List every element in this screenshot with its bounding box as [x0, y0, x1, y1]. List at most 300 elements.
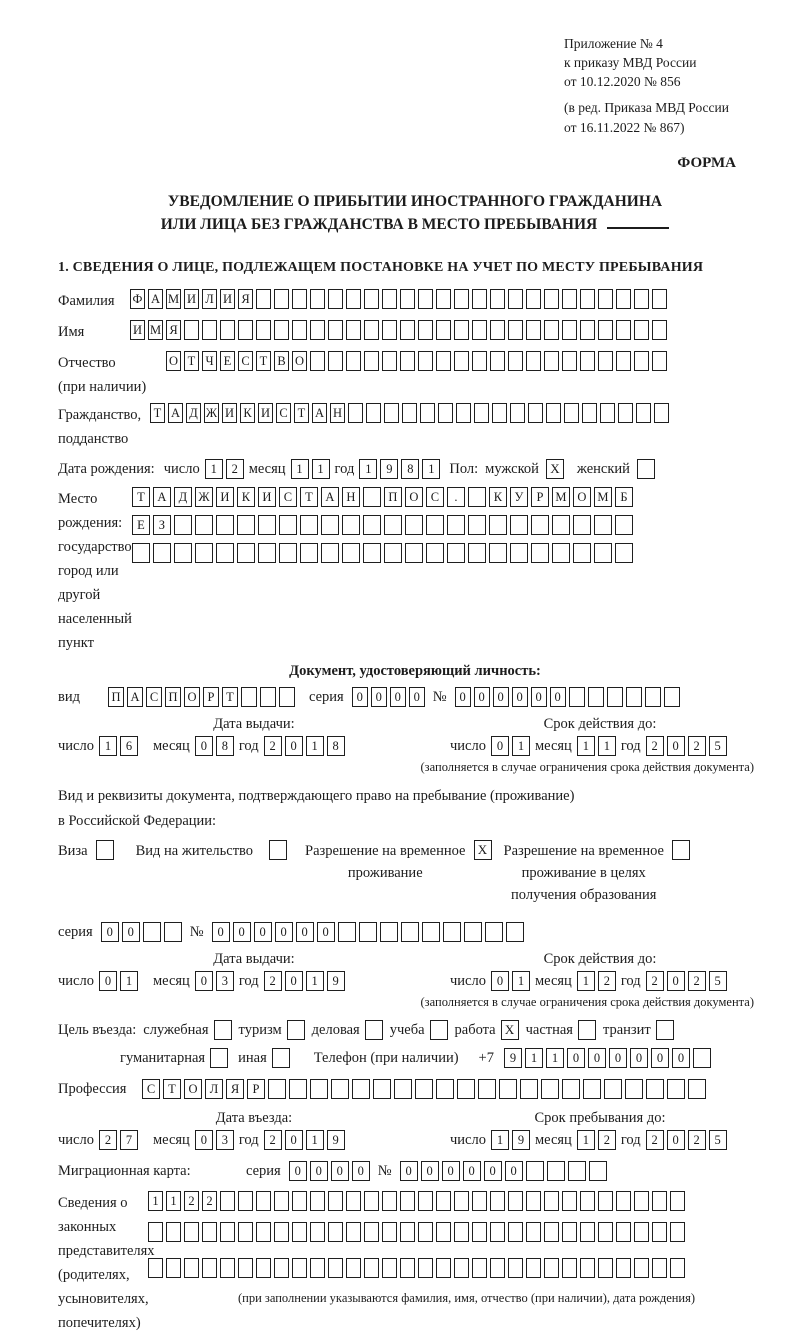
char-cell[interactable] — [331, 1079, 349, 1099]
char-cell[interactable]: М — [552, 487, 570, 507]
char-cell[interactable]: Ч — [202, 351, 217, 371]
char-cell[interactable] — [499, 1079, 517, 1099]
char-cell[interactable]: 1 — [491, 1130, 509, 1150]
char-cell[interactable]: М — [148, 320, 163, 340]
char-cell[interactable] — [485, 922, 503, 942]
char-cell[interactable]: 0 — [505, 1161, 523, 1181]
char-cell[interactable] — [454, 289, 469, 309]
char-cell[interactable] — [384, 403, 399, 423]
char-cell[interactable] — [526, 289, 541, 309]
permit-issue-year-cells[interactable] — [264, 971, 345, 991]
transit-checkbox[interactable] — [656, 1020, 674, 1040]
char-cell[interactable]: Ж — [204, 403, 219, 423]
doc-issue-year-cells[interactable] — [264, 736, 345, 756]
char-cell[interactable] — [454, 351, 469, 371]
char-cell[interactable] — [562, 1258, 577, 1278]
char-cell[interactable] — [292, 289, 307, 309]
char-cell[interactable] — [237, 515, 255, 535]
char-cell[interactable]: Т — [256, 351, 271, 371]
char-cell[interactable]: 2 — [226, 459, 244, 479]
char-cell[interactable]: 0 — [491, 736, 509, 756]
char-cell[interactable] — [670, 1258, 685, 1278]
char-cell[interactable]: 2 — [688, 736, 706, 756]
givenname-cells[interactable] — [130, 320, 667, 340]
citizenship-cells[interactable] — [150, 403, 669, 423]
char-cell[interactable]: О — [166, 351, 181, 371]
char-cell[interactable] — [346, 1258, 361, 1278]
char-cell[interactable]: С — [238, 351, 253, 371]
char-cell[interactable]: М — [166, 289, 181, 309]
char-cell[interactable] — [506, 922, 524, 942]
birthplace-row1-cells[interactable] — [132, 487, 633, 507]
char-cell[interactable]: 2 — [99, 1130, 117, 1150]
char-cell[interactable] — [310, 320, 325, 340]
char-cell[interactable] — [454, 1191, 469, 1211]
doc-seriya-cells[interactable] — [352, 687, 425, 707]
char-cell[interactable] — [526, 320, 541, 340]
doc-type-cells[interactable] — [108, 687, 295, 707]
char-cell[interactable]: 0 — [409, 687, 425, 707]
char-cell[interactable] — [348, 403, 363, 423]
char-cell[interactable] — [274, 320, 289, 340]
char-cell[interactable]: 0 — [667, 1130, 685, 1150]
char-cell[interactable] — [346, 351, 361, 371]
birthplace-row2-cells[interactable] — [132, 515, 633, 535]
char-cell[interactable]: 1 — [577, 736, 595, 756]
char-cell[interactable]: 5 — [709, 971, 727, 991]
char-cell[interactable] — [346, 1191, 361, 1211]
char-cell[interactable] — [342, 515, 360, 535]
char-cell[interactable]: Ж — [195, 487, 213, 507]
char-cell[interactable]: Т — [222, 687, 238, 707]
char-cell[interactable]: А — [127, 687, 143, 707]
char-cell[interactable] — [195, 543, 213, 563]
char-cell[interactable] — [279, 543, 297, 563]
char-cell[interactable] — [520, 1079, 538, 1099]
char-cell[interactable] — [541, 1079, 559, 1099]
char-cell[interactable] — [670, 1191, 685, 1211]
char-cell[interactable]: А — [168, 403, 183, 423]
permit-number-cells[interactable] — [212, 922, 524, 942]
char-cell[interactable]: П — [165, 687, 181, 707]
char-cell[interactable] — [364, 289, 379, 309]
char-cell[interactable] — [607, 687, 623, 707]
char-cell[interactable] — [526, 1191, 541, 1211]
permit-issue-month-cells[interactable] — [195, 971, 234, 991]
char-cell[interactable]: К — [240, 403, 255, 423]
char-cell[interactable]: 0 — [233, 922, 251, 942]
char-cell[interactable] — [279, 515, 297, 535]
char-cell[interactable]: 2 — [688, 971, 706, 991]
char-cell[interactable]: 3 — [216, 971, 234, 991]
char-cell[interactable] — [625, 1079, 643, 1099]
char-cell[interactable] — [436, 1222, 451, 1242]
char-cell[interactable] — [580, 351, 595, 371]
char-cell[interactable] — [489, 515, 507, 535]
char-cell[interactable] — [148, 1222, 163, 1242]
char-cell[interactable]: 2 — [264, 1130, 282, 1150]
char-cell[interactable] — [443, 922, 461, 942]
char-cell[interactable]: К — [237, 487, 255, 507]
doc-issue-month-cells[interactable] — [195, 736, 234, 756]
stay-year-cells[interactable] — [646, 1130, 727, 1150]
char-cell[interactable]: О — [405, 487, 423, 507]
char-cell[interactable] — [490, 1222, 505, 1242]
char-cell[interactable] — [580, 1258, 595, 1278]
char-cell[interactable]: П — [384, 487, 402, 507]
char-cell[interactable] — [364, 320, 379, 340]
char-cell[interactable]: 0 — [651, 1048, 669, 1068]
char-cell[interactable] — [310, 1258, 325, 1278]
char-cell[interactable] — [598, 351, 613, 371]
char-cell[interactable]: 0 — [493, 687, 509, 707]
char-cell[interactable] — [216, 543, 234, 563]
char-cell[interactable]: И — [130, 320, 145, 340]
char-cell[interactable]: 0 — [491, 971, 509, 991]
char-cell[interactable] — [436, 320, 451, 340]
char-cell[interactable] — [363, 487, 381, 507]
char-cell[interactable]: И — [220, 289, 235, 309]
char-cell[interactable]: 1 — [525, 1048, 543, 1068]
char-cell[interactable] — [382, 1191, 397, 1211]
doc-valid-month-cells[interactable] — [577, 736, 616, 756]
char-cell[interactable]: У — [510, 487, 528, 507]
char-cell[interactable]: Т — [132, 487, 150, 507]
char-cell[interactable]: 0 — [99, 971, 117, 991]
char-cell[interactable]: Ф — [130, 289, 145, 309]
char-cell[interactable]: 2 — [598, 971, 616, 991]
char-cell[interactable]: 0 — [390, 687, 406, 707]
char-cell[interactable] — [634, 1258, 649, 1278]
char-cell[interactable] — [363, 543, 381, 563]
char-cell[interactable] — [382, 1258, 397, 1278]
birthdate-day-cells[interactable] — [205, 459, 244, 479]
char-cell[interactable] — [405, 515, 423, 535]
char-cell[interactable] — [562, 1079, 580, 1099]
char-cell[interactable]: И — [184, 289, 199, 309]
char-cell[interactable] — [328, 289, 343, 309]
char-cell[interactable]: 0 — [195, 736, 213, 756]
char-cell[interactable]: 2 — [264, 971, 282, 991]
char-cell[interactable] — [310, 289, 325, 309]
char-cell[interactable] — [258, 543, 276, 563]
char-cell[interactable] — [256, 289, 271, 309]
char-cell[interactable] — [510, 515, 528, 535]
visa-checkbox[interactable] — [96, 840, 114, 860]
char-cell[interactable]: 0 — [331, 1161, 349, 1181]
char-cell[interactable] — [148, 1258, 163, 1278]
char-cell[interactable]: 0 — [101, 922, 119, 942]
char-cell[interactable] — [418, 1258, 433, 1278]
char-cell[interactable] — [508, 320, 523, 340]
char-cell[interactable] — [457, 1079, 475, 1099]
char-cell[interactable] — [394, 1079, 412, 1099]
char-cell[interactable]: Т — [163, 1079, 181, 1099]
char-cell[interactable] — [174, 515, 192, 535]
char-cell[interactable] — [618, 403, 633, 423]
char-cell[interactable]: Я — [226, 1079, 244, 1099]
char-cell[interactable]: 9 — [504, 1048, 522, 1068]
char-cell[interactable] — [220, 1222, 235, 1242]
char-cell[interactable] — [634, 289, 649, 309]
char-cell[interactable]: 0 — [400, 1161, 418, 1181]
permit-valid-day-cells[interactable] — [491, 971, 530, 991]
char-cell[interactable]: Н — [330, 403, 345, 423]
char-cell[interactable]: 1 — [306, 971, 324, 991]
char-cell[interactable] — [616, 351, 631, 371]
char-cell[interactable] — [616, 1258, 631, 1278]
birthplace-row3-cells[interactable] — [132, 543, 633, 563]
char-cell[interactable]: 1 — [306, 736, 324, 756]
business-checkbox[interactable] — [365, 1020, 383, 1040]
char-cell[interactable]: 9 — [327, 971, 345, 991]
char-cell[interactable] — [292, 1222, 307, 1242]
char-cell[interactable] — [174, 543, 192, 563]
char-cell[interactable] — [418, 1222, 433, 1242]
phone-cells[interactable] — [504, 1048, 711, 1068]
char-cell[interactable] — [382, 351, 397, 371]
char-cell[interactable] — [364, 1191, 379, 1211]
char-cell[interactable] — [634, 1222, 649, 1242]
char-cell[interactable]: О — [184, 687, 200, 707]
char-cell[interactable] — [274, 1258, 289, 1278]
char-cell[interactable]: Я — [166, 320, 181, 340]
char-cell[interactable] — [436, 289, 451, 309]
char-cell[interactable] — [472, 351, 487, 371]
migration-number-cells[interactable] — [400, 1161, 607, 1181]
char-cell[interactable] — [166, 1222, 181, 1242]
permit-issue-day-cells[interactable] — [99, 971, 138, 991]
permit-seriya-cells[interactable] — [101, 922, 182, 942]
char-cell[interactable] — [310, 351, 325, 371]
char-cell[interactable]: 0 — [352, 1161, 370, 1181]
char-cell[interactable] — [400, 1222, 415, 1242]
char-cell[interactable]: 0 — [531, 687, 547, 707]
char-cell[interactable] — [580, 1191, 595, 1211]
char-cell[interactable]: 0 — [484, 1161, 502, 1181]
char-cell[interactable]: Р — [247, 1079, 265, 1099]
char-cell[interactable] — [526, 1222, 541, 1242]
char-cell[interactable]: 9 — [327, 1130, 345, 1150]
char-cell[interactable] — [667, 1079, 685, 1099]
char-cell[interactable] — [472, 320, 487, 340]
char-cell[interactable] — [454, 1258, 469, 1278]
study-checkbox[interactable] — [430, 1020, 448, 1040]
char-cell[interactable] — [594, 515, 612, 535]
char-cell[interactable] — [238, 1222, 253, 1242]
char-cell[interactable]: 1 — [148, 1191, 163, 1211]
char-cell[interactable]: 0 — [455, 687, 471, 707]
char-cell[interactable]: 3 — [216, 1130, 234, 1150]
migration-seriya-cells[interactable] — [289, 1161, 370, 1181]
char-cell[interactable]: Т — [300, 487, 318, 507]
char-cell[interactable]: 1 — [120, 971, 138, 991]
char-cell[interactable]: 0 — [512, 687, 528, 707]
char-cell[interactable] — [420, 403, 435, 423]
char-cell[interactable]: О — [573, 487, 591, 507]
char-cell[interactable] — [274, 1191, 289, 1211]
char-cell[interactable] — [474, 403, 489, 423]
char-cell[interactable]: С — [276, 403, 291, 423]
permit-valid-month-cells[interactable] — [577, 971, 616, 991]
char-cell[interactable]: 1 — [577, 971, 595, 991]
char-cell[interactable]: 0 — [195, 971, 213, 991]
char-cell[interactable] — [382, 289, 397, 309]
char-cell[interactable]: 0 — [122, 922, 140, 942]
representatives-row2-cells[interactable] — [148, 1222, 685, 1242]
char-cell[interactable]: 0 — [254, 922, 272, 942]
char-cell[interactable] — [238, 1258, 253, 1278]
char-cell[interactable] — [544, 351, 559, 371]
char-cell[interactable] — [256, 320, 271, 340]
char-cell[interactable] — [508, 1258, 523, 1278]
char-cell[interactable] — [132, 543, 150, 563]
char-cell[interactable] — [508, 1222, 523, 1242]
entry-year-cells[interactable] — [264, 1130, 345, 1150]
char-cell[interactable] — [418, 1191, 433, 1211]
char-cell[interactable] — [220, 1258, 235, 1278]
char-cell[interactable] — [552, 515, 570, 535]
entry-month-cells[interactable] — [195, 1130, 234, 1150]
char-cell[interactable]: 1 — [422, 459, 440, 479]
char-cell[interactable] — [472, 1258, 487, 1278]
char-cell[interactable]: 8 — [216, 736, 234, 756]
private-checkbox[interactable] — [578, 1020, 596, 1040]
char-cell[interactable]: 0 — [667, 971, 685, 991]
char-cell[interactable] — [400, 320, 415, 340]
char-cell[interactable] — [400, 289, 415, 309]
char-cell[interactable] — [544, 289, 559, 309]
char-cell[interactable]: . — [447, 487, 465, 507]
char-cell[interactable] — [321, 543, 339, 563]
char-cell[interactable] — [546, 403, 561, 423]
char-cell[interactable]: 1 — [512, 736, 530, 756]
char-cell[interactable]: С — [426, 487, 444, 507]
char-cell[interactable] — [582, 403, 597, 423]
char-cell[interactable] — [693, 1048, 711, 1068]
char-cell[interactable]: З — [153, 515, 171, 535]
char-cell[interactable] — [615, 543, 633, 563]
char-cell[interactable]: 0 — [463, 1161, 481, 1181]
char-cell[interactable]: Т — [184, 351, 199, 371]
char-cell[interactable] — [447, 515, 465, 535]
char-cell[interactable] — [510, 403, 525, 423]
char-cell[interactable] — [400, 1191, 415, 1211]
char-cell[interactable] — [531, 515, 549, 535]
char-cell[interactable] — [346, 289, 361, 309]
surname-cells[interactable] — [130, 289, 667, 309]
char-cell[interactable] — [289, 1079, 307, 1099]
char-cell[interactable] — [634, 351, 649, 371]
char-cell[interactable] — [274, 1222, 289, 1242]
char-cell[interactable] — [184, 320, 199, 340]
char-cell[interactable]: 1 — [312, 459, 330, 479]
char-cell[interactable] — [238, 1191, 253, 1211]
sex-female-checkbox[interactable] — [637, 459, 655, 479]
char-cell[interactable] — [260, 687, 276, 707]
char-cell[interactable] — [598, 1222, 613, 1242]
char-cell[interactable]: 0 — [212, 922, 230, 942]
char-cell[interactable] — [598, 1191, 613, 1211]
char-cell[interactable]: Б — [615, 487, 633, 507]
char-cell[interactable] — [153, 543, 171, 563]
char-cell[interactable] — [580, 1222, 595, 1242]
char-cell[interactable]: 0 — [667, 736, 685, 756]
char-cell[interactable] — [652, 1191, 667, 1211]
char-cell[interactable]: 1 — [512, 971, 530, 991]
char-cell[interactable]: 2 — [184, 1191, 199, 1211]
doc-valid-day-cells[interactable] — [491, 736, 530, 756]
char-cell[interactable]: 0 — [588, 1048, 606, 1068]
char-cell[interactable]: 2 — [688, 1130, 706, 1150]
char-cell[interactable]: А — [321, 487, 339, 507]
char-cell[interactable] — [292, 320, 307, 340]
char-cell[interactable] — [328, 320, 343, 340]
char-cell[interactable] — [310, 1222, 325, 1242]
char-cell[interactable] — [688, 1079, 706, 1099]
temp-residence-checkbox[interactable]: X — [474, 840, 492, 860]
char-cell[interactable] — [508, 351, 523, 371]
char-cell[interactable]: 0 — [630, 1048, 648, 1068]
char-cell[interactable] — [531, 543, 549, 563]
char-cell[interactable] — [418, 351, 433, 371]
char-cell[interactable]: М — [594, 487, 612, 507]
humanitarian-checkbox[interactable] — [210, 1048, 228, 1068]
char-cell[interactable]: Л — [202, 289, 217, 309]
char-cell[interactable] — [346, 1222, 361, 1242]
char-cell[interactable]: 1 — [99, 736, 117, 756]
title-blank-underline[interactable] — [607, 215, 669, 229]
char-cell[interactable] — [544, 1222, 559, 1242]
char-cell[interactable] — [636, 403, 651, 423]
char-cell[interactable] — [652, 1258, 667, 1278]
char-cell[interactable] — [616, 289, 631, 309]
char-cell[interactable] — [436, 1191, 451, 1211]
representatives-row1-cells[interactable] — [148, 1191, 685, 1211]
char-cell[interactable] — [436, 1079, 454, 1099]
char-cell[interactable] — [562, 1191, 577, 1211]
char-cell[interactable] — [492, 403, 507, 423]
char-cell[interactable] — [426, 515, 444, 535]
char-cell[interactable]: 2 — [264, 736, 282, 756]
char-cell[interactable] — [468, 543, 486, 563]
char-cell[interactable] — [490, 351, 505, 371]
char-cell[interactable]: А — [153, 487, 171, 507]
char-cell[interactable] — [401, 922, 419, 942]
char-cell[interactable] — [436, 351, 451, 371]
char-cell[interactable] — [321, 515, 339, 535]
char-cell[interactable] — [634, 1191, 649, 1211]
char-cell[interactable] — [352, 1079, 370, 1099]
tourism-checkbox[interactable] — [287, 1020, 305, 1040]
char-cell[interactable]: 5 — [709, 736, 727, 756]
char-cell[interactable] — [616, 1222, 631, 1242]
char-cell[interactable] — [544, 1258, 559, 1278]
char-cell[interactable] — [363, 515, 381, 535]
char-cell[interactable] — [447, 543, 465, 563]
char-cell[interactable] — [490, 320, 505, 340]
char-cell[interactable] — [364, 1222, 379, 1242]
char-cell[interactable] — [454, 1222, 469, 1242]
char-cell[interactable] — [268, 1079, 286, 1099]
char-cell[interactable] — [598, 289, 613, 309]
char-cell[interactable] — [418, 320, 433, 340]
char-cell[interactable] — [364, 1258, 379, 1278]
char-cell[interactable] — [202, 1258, 217, 1278]
char-cell[interactable] — [562, 320, 577, 340]
work-checkbox[interactable]: X — [501, 1020, 519, 1040]
char-cell[interactable] — [634, 320, 649, 340]
